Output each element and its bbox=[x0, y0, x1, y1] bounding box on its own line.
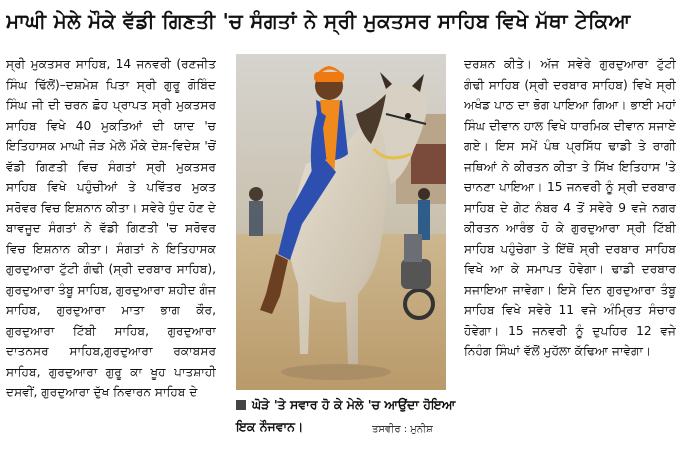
article-column-right bbox=[464, 54, 676, 464]
article-text-right: ਦਰਸ਼ਨ ਕੀਤੇ। ਅੱਜ ਸਵੇਰੇ ਗੁਰਦੁਆਰਾ ਟੁੱਟੀ ਗੰਢੀ ਸਾਹਿਬ (ਸ੍ਰੀ ਦਰਬਾਰ ਸਾਹਿਬ) ਵਿਖੇ ਸ੍ਰੀ ਅਖੰਡ ਪਾਠ ਦਾ ਭੋਗ ਪਾਇਆ ਗਿਆ। ਭਾਈ ਮਹਾਂ ਸਿੰਘ ਦੀਵਾਨ ਹਾਲ ਵਿਖੇ ਧਾਰਮਿਕ ਦੀਵਾਨ ਸਜਾਏ ਗਏ। ਇਸ ਸਮੇਂ ਪੰਥ ਪ੍ਰਸਿੱਧ ਢਾਡੀ ਤੇ ਰਾਗੀ ਜਥਿਆਂ ਨੇ ਕੀਰਤਨ ਕੀਤਾ ਤੇ ਸਿੱਖ ਇਤਿਹਾਸ 'ਤੇ ਚਾਨਣਾ ਪਾਇਆ। 15 ਜਨਵਰੀ ਨੂੰ ਸ੍ਰੀ ਦਰਬਾਰ ਸਾਹਿਬ ਦੇ ਗੇਟ ਨੰਬਰ 4 ਤੋਂ ਸਵੇਰੇ 9 ਵਜੇ ਨਗਰ ਕੀਰਤਨ ਆਰੰਭ ਹੋ ਕੇ ਗੁਰਦੁਆਰਾ ਸ੍ਰੀ ਟਿੱਬੀ ਸਾਹਿਬ ਪਹੁੰਚੇਗਾ ਤੇ ਇੱਥੋਂ ਸ੍ਰੀ ਦਰਬਾਰ ਸਾਹਿਬ ਵਿਖੇ ਆ ਕੇ ਸਮਾਪਤ ਹੋਵੇਗਾ। ਢਾਡੀ ਦਰਬਾਰ ਸਜਾਇਆ ਜਾਵੇਗਾ। ਇਸੇ ਦਿਨ ਗੁਰਦੁਆਰਾ ਤੰਬੂ ਸਾਹਿਬ ਵਿਖੇ ਸਵੇਰੇ 11 ਵਜੇ ਅੰਮ੍ਰਿਤ ਸੰਚਾਰ ਹੋਵੇਗਾ। 15 ਜਨਵਰੀ ਨੂੰ ਦੁਪਹਿਰ 12 ਵਜੇ ਨਿਹੰਗ ਸਿੰਘਾਂ ਵੱਲੋਂ ਮੁਹੱਲਾ ਕੱਢਿਆ ਜਾਵੇਗਾ। bbox=[464, 57, 676, 358]
caption-bullet-icon bbox=[236, 400, 246, 410]
headline: ਮਾਘੀ ਮੇਲੇ ਮੌਕੇ ਵੱਡੀ ਗਿਣਤੀ 'ਚ ਸੰਗਤਾਂ ਨੇ ਸ੍ਰੀ ਮੁਕਤਸਰ ਸਾਹਿਬ ਵਿਖੇ ਮੱਥਾ ਟੇਕਿਆ bbox=[6, 9, 631, 33]
horse-rider-photo bbox=[236, 54, 446, 390]
news-photo bbox=[236, 54, 446, 390]
photo-caption bbox=[236, 394, 456, 444]
caption-text: ਘੋੜੇ 'ਤੇ ਸਵਾਰ ਹੋ ਕੇ ਮੇਲੇ 'ਚ ਆਉਂਦਾ ਹੋਇਆ ਇਕ ਨੌਜਵਾਨ। bbox=[236, 397, 456, 434]
article-text-left: ਸ੍ਰੀ ਮੁਕਤਸਰ ਸਾਹਿਬ, 14 ਜਨਵਰੀ (ਰਣਜੀਤ ਸਿੰਘ ਢਿੱਲੋਂ)–ਦਸ਼ਮੇਸ਼ ਪਿਤਾ ਸ੍ਰੀ ਗੁਰੂ ਗੋਬਿੰਦ ਸਿੰਘ ਜੀ ਦੀ ਚਰਨ ਛੋਹ ਪ੍ਰਾਪਤ ਸ੍ਰੀ ਮੁਕਤਸਰ ਸਾਹਿਬ ਵਿਖੇ 40 ਮੁਕਤਿਆਂ ਦੀ ਯਾਦ 'ਚ ਇਤਿਹਾਸਕ ਮਾਘੀ ਜੋੜ ਮੇਲੇ ਮੌਕੇ ਦੇਸ਼-ਵਿਦੇਸ਼ 'ਚੋਂ ਵੱਡੀ ਗਿਣਤੀ ਵਿਚ ਸੰਗਤਾਂ ਸ੍ਰੀ ਮੁਕਤਸਰ ਸਾਹਿਬ ਵਿਖੇ ਪਹੁੰਚੀਆਂ ਤੇ ਪਵਿੱਤਰ ਮੁਕਤ ਸਰੋਵਰ ਵਿਚ ਇਸ਼ਨਾਨ ਕੀਤਾ। ਸਵੇਰੇ ਧੁੰਦ ਹੋਣ ਦੇ ਬਾਵਜੂਦ ਸੰਗਤਾਂ ਨੇ ਵੱਡੀ ਗਿਣਤੀ 'ਚ ਸਰੋਵਰ ਵਿਚ ਇਸ਼ਨਾਨ ਕੀਤਾ। ਸੰਗਤਾਂ ਨੇ ਇਤਿਹਾਸਕ ਗੁਰਦੁਆਰਾ ਟੁੱਟੀ ਗੰਢੀ (ਸ੍ਰੀ ਦਰਬਾਰ ਸਾਹਿਬ), ਗੁਰਦੁਆਰਾ ਤੰਬੂ ਸਾਹਿਬ, ਗੁਰਦੁਆਰਾ ਸ਼ਹੀਦ ਗੰਜ ਸਾਹਿਬ, ਗੁਰਦੁਆਰਾ ਮਾਤਾ ਭਾਗ ਕੌਰ, ਗੁਰਦੁਆਰਾ ਟਿੱਬੀ ਸਾਹਿਬ, ਗੁਰਦੁਆਰਾ ਦਾਤਨਸਰ ਸਾਹਿਬ,ਗੁਰਦੁਆਰਾ ਰਕਾਬਸਰ ਸਾਹਿਬ, ਗੁਰਦੁਆਰਾ ਗੁਰੂ ਕਾ ਖੂਹ ਪਾਤਸ਼ਾਹੀ ਦਸਵੀਂ, ਗੁਰਦੁਆਰਾ ਦੁੱਖ ਨਿਵਾਰਨ ਸਾਹਿਬ ਦੇ bbox=[6, 57, 216, 399]
article-column-left bbox=[6, 54, 216, 464]
photo-credit: ਤਸਵੀਰ : ਮੁਨੀਸ਼ bbox=[372, 424, 433, 435]
